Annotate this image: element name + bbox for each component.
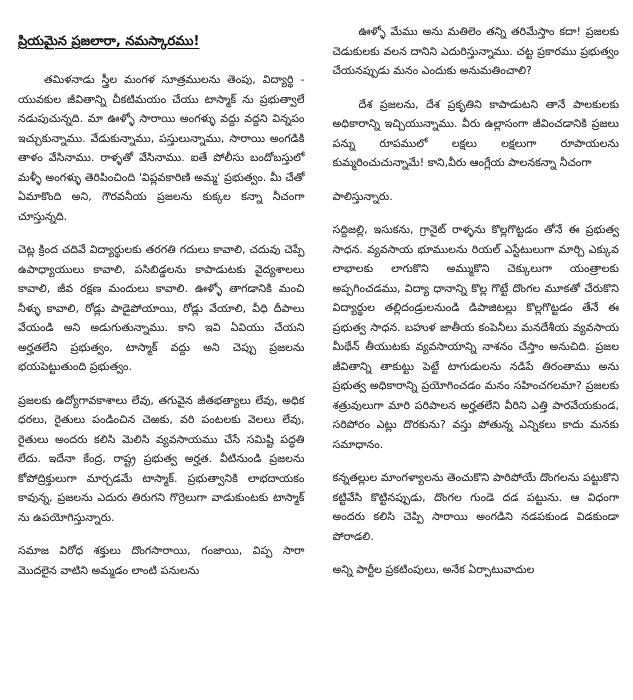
paragraph-6: దేశ ప్రజలను, దేశ ప్రకృతిని కాపాడుటని తానే పాలకులకు అధికారాన్ని ఇచ్చియున్నాము. వీరు ఉల్లాసంగా జీవించడానికి ప్రజలు పన్ను రూపములో లక్షలు లక్షలుగా రూపాయలను కుమ్మరించుచున్నామే! కాని,వీరు ఆంగ్లేయ పాలనకన్నా నీచంగా: [332, 97, 619, 169]
paragraph-9: కన్నతల్లుల మాంగళ్యాలను తెంచుకొని పారిపోయే దొంగలను పట్టుకొని కట్టివేసి కొట్టినప్పుడు, దొంగల గుండె దడ పట్టును. ఆ విధంగా అందరు కలిసి చెప్పి సారాయి అంగడిని నడపకుండ విడకుండా పోరాడలి.: [332, 471, 619, 543]
left-column: [18, 22, 309, 692]
paragraph-4: సమాజ విరోధ శక్తులు దొంగసారాయి, గంజాయి, విప్ప సారా మొదలైన వాటిని అమ్మడం లాంటి పనులను: [18, 544, 305, 577]
paragraph-1: తమిళనాడు స్త్రీల మంగళ సూత్రములను తెంపు, విద్యార్థి - యువకుల జీవితాన్ని చీకటిమయం చేయు టాస్మాక్ ను ప్రభుత్వాలే నడుపుచున్నది. మా ఊళ్ళో సారాయి అంగళ్ళు వద్దు వద్దని విన్నపం ఇచ్చుకున్నాము. వేడుకున్నాము, పస్తులున్నాము, సారాయి అంగడికి తాళం వేసినాము. రాళ్ళతో వేసినాము. ఐతే పోలీసు బందోబస్తులో మళ్ళీ అంగళ్ళు తెరిపించింది 'విప్లవకారిణి అమ్మ' ప్రభుత్వం. మీ చేతో ఏమాకొంది అని, గౌరవనీయ ప్రజలను కుక్కల కన్నా నీచంగా చూస్తున్నది.: [18, 73, 305, 223]
paragraph-7: పాలిస్తున్నారు.: [332, 189, 393, 203]
paragraph-10: అన్ని పార్టీల ప్రకటింపులు, అనేక ఏర్పాటువాదుల: [332, 563, 535, 576]
greeting-heading: ప్రియమైన ప్రజలారా, నమస్కారము!: [18, 34, 200, 49]
paragraph-8: సద్దిజల్లి, ఇసుకను, గ్రానైట్ రాళ్ళను కొల్లగొట్టడం తోనే ఈ ప్రభుత్వ సాధన. వ్యవసాయ భూములను రియల్ ఎస్టేటులుగా మార్చి ఎక్కువ లాభాలకు లాగుకొని అమ్ముకొని చెక్కులుగా యంత్రాలకు అప్పగించడము, విద్యా ధానాన్ని కొల్ల గొట్టే దొంగల మూకతో చేరుకొని విద్యార్థుల తల్లిదండ్రులనుండి డిపాజిటల్లు కొల్లగొట్టడం తేనే ఈ ప్రభుత్వ సాధన. బహుళ జాతీయ కంపెనీలు మనదేశీయ వ్యవసాయ మీథేన్ తీయుటకు వ్యవసాయాన్ని నాశనం చేస్తాం అనుచిది. ప్రజల జీవితాన్ని తాకుట్టు పెట్టే టాగుడులను నడిపే తిరంతాము అను ప్రభుత్వ అధికారాన్ని ప్రయోగించడం మనం సహించగలమా? ప్రజలకు శత్రువులుగా మారి పరిపాలన అర్హతలేని వీరిని ఎత్తి పారవేయకుండ, సరిపోరం ఎట్లు దొరకును? వస్తు పోతున్న ఎన్నికలు కాదు మనకు సమాధానం.: [332, 223, 619, 451]
paragraph-2: చెట్ల క్రింద చదివే విద్యార్థులకు తరగతి గదులు కావాలి, చదువు చెప్పే ఉపాధ్యాయులు కావాలి, పసిబిడ్డలను కాపాడుటకు వైద్యశాలలు కావాలి, జీవ రక్షణ మందులు కావాలి. ఊళ్ళో తాగడానికి మంచి నీళ్ళు కావాలి, రోడ్లు పాడైపోయాయి, రోడ్లు వేయాలి, వీధి దీపాలు వేయండి అని అడుగుతున్నాము. కాని ఇవి ఏవియు చేయని అర్హతలేని ప్రభుత్వం, టాస్మాక్ వద్దు అని చెప్పు ప్రజలను భయపెట్టుతుంది ప్రభుత్వం.: [18, 243, 305, 373]
paragraph-3: ప్రజలకు ఉద్యోగావకాశాలు లేవు, తగువైన జీతభత్యాలు లేవు, అధిక ధరలు, రైతులు పండించిన చెఱకు, వరి పంటలకు వెలలు లేవు, రైతులు అందరు కలిసి మెలిసి వ్యవసాయము చేసే సమిష్టి పద్ధతి లేదు. ఇదేనా కేంద్ర, రాష్ట్ర ప్రభుత్వ అర్హత. వీటినుండి ప్రజలను కోపోద్రిక్తులుగా మార్చడమే టాస్మాక్. ప్రభుత్వానికి లాభదాయకం కావున్న, ప్రజలను ఎదురు తిరుగని గొర్రెలుగా వాడుకుంటకు టాస్మాక్ ను ఉపయోగిస్తున్నారు.: [18, 393, 305, 524]
right-column: [331, 22, 620, 692]
paragraph-5: ఊళ్ళో మేము అను మతిలెం తన్ని తరిమేస్తాం కదా! ప్రజలకు చెడుకులకు వలన దానిని ఎదురిస్తున్నాము. చట్ట ప్రకారము ప్రభుత్వం చేయనప్పుడు మనం ఎందుకు అనుమతించాలి?: [332, 25, 619, 77]
